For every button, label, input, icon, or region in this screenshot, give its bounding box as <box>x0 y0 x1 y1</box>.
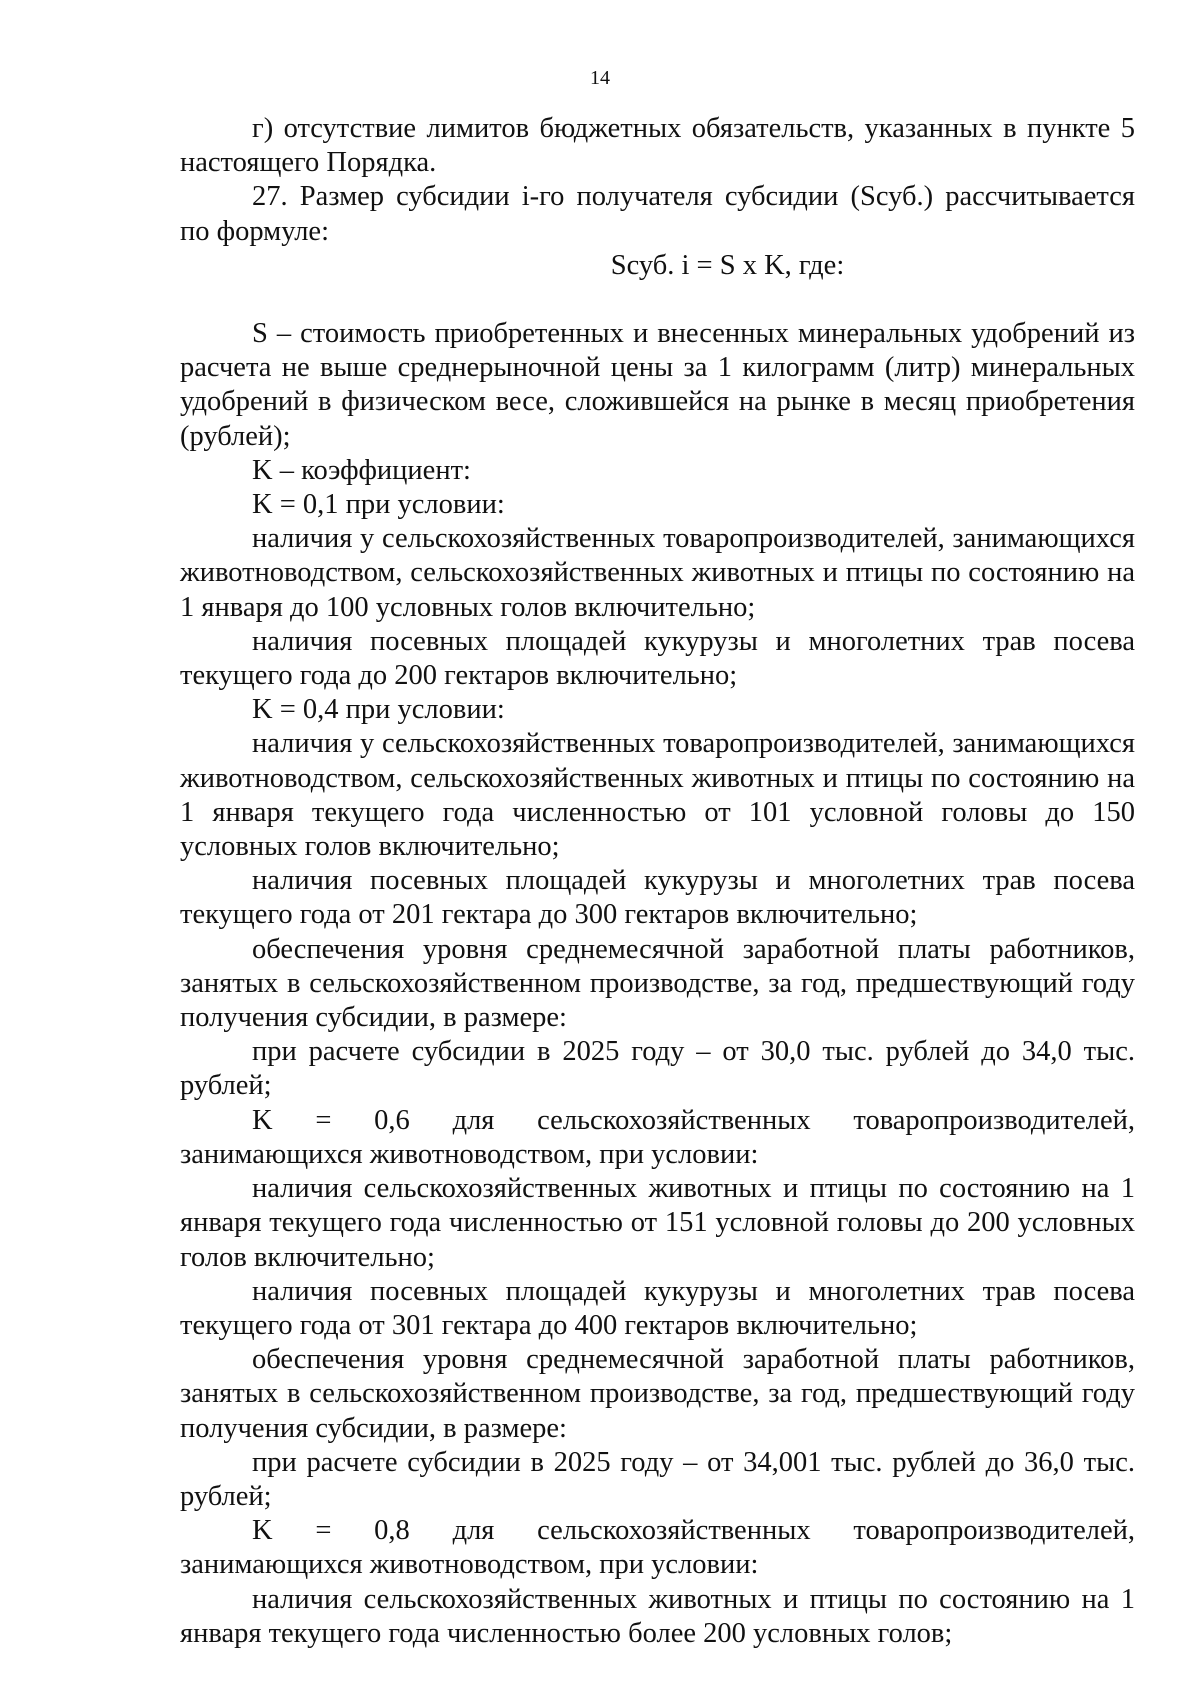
paragraph-k-0-1: K = 0,1 при условии: <box>252 489 505 521</box>
paragraph-s-definition: S – стоимость приобретенных и внесенных минеральных удобрений из расчета не выше среднерыночной цены за 1 килограмм (литр) минеральных удобрений в физическом весе, сложившейся на рынке в месяц приобретения (рублей); <box>180 318 1135 452</box>
paragraph-k08-livestock: наличия сельскохозяйственных животных и птицы по состоянию на 1 января текущего года численностью более 200 условных голов; <box>180 1583 1135 1649</box>
paragraph-k04-salary: обеспечения уровня среднемесячной заработной платы работников, занятых в сельскохозяйственном производстве, за год, предшествующий году получения субсидии, в размере: <box>180 933 1135 1034</box>
page-number: 14 <box>590 67 610 89</box>
paragraph-k04-salary-2025: при расчете субсидии в 2025 году – от 30,0 тыс. рублей до 34,0 тыс. рублей; <box>180 1036 1135 1102</box>
paragraph-k04-livestock: наличия у сельскохозяйственных товаропроизводителей, занимающихся животноводством, сельскохозяйственных животных и птицы по состоянию на 1 января текущего года численностью от 101 условной головы до 150 условных голов включительно; <box>180 728 1135 863</box>
paragraph-k-0-8: K = 0,8 для сельскохозяйственных товаропроизводителей, занимающихся животноводством, при условии: <box>180 1515 1135 1581</box>
paragraph-k04-crops: наличия посевных площадей кукурузы и многолетних трав посева текущего года от 201 гектара до 300 гектаров включительно; <box>180 865 1135 931</box>
paragraph-k06-livestock: наличия сельскохозяйственных животных и птицы по состоянию на 1 января текущего года численностью от 151 условной головы до 200 условных голов включительно; <box>180 1173 1135 1273</box>
paragraph-item-g: г) отсутствие лимитов бюджетных обязательств, указанных в пункте 5 настоящего Порядка. <box>180 113 1135 179</box>
paragraph-k01-livestock: наличия у сельскохозяйственных товаропроизводителей, занимающихся животноводством, сельскохозяйственных животных и птицы по состоянию на 1 января до 100 условных голов включительно; <box>180 523 1135 623</box>
paragraph-k-definition: K – коэффициент: <box>252 454 471 486</box>
subsidy-formula: Sсуб. i = S x K, где: <box>610 249 845 281</box>
paragraph-k-0-6: K = 0,6 для сельскохозяйственных товаропроизводителей, занимающихся животноводством, при условии: <box>180 1104 1135 1170</box>
document-body <box>180 112 1135 1651</box>
paragraph-k-0-4: K = 0,4 при условии: <box>252 694 505 726</box>
paragraph-27: 27. Размер субсидии i-го получателя субсидии (Sсуб.) рассчитывается по формуле: <box>180 181 1135 247</box>
paragraph-k01-crops: наличия посевных площадей кукурузы и многолетних трав посева текущего года до 200 гектаров включительно; <box>180 625 1135 692</box>
paragraph-k06-salary: обеспечения уровня среднемесячной заработной платы работников, занятых в сельскохозяйственном производстве, за год, предшествующий году получения субсидии, в размере: <box>180 1344 1135 1444</box>
paragraph-k06-salary-2025: при расчете субсидии в 2025 году – от 34,001 тыс. рублей до 36,0 тыс. рублей; <box>180 1446 1135 1512</box>
paragraph-k06-crops: наличия посевных площадей кукурузы и многолетних трав посева текущего года от 301 гектара до 400 гектаров включительно; <box>180 1275 1135 1341</box>
